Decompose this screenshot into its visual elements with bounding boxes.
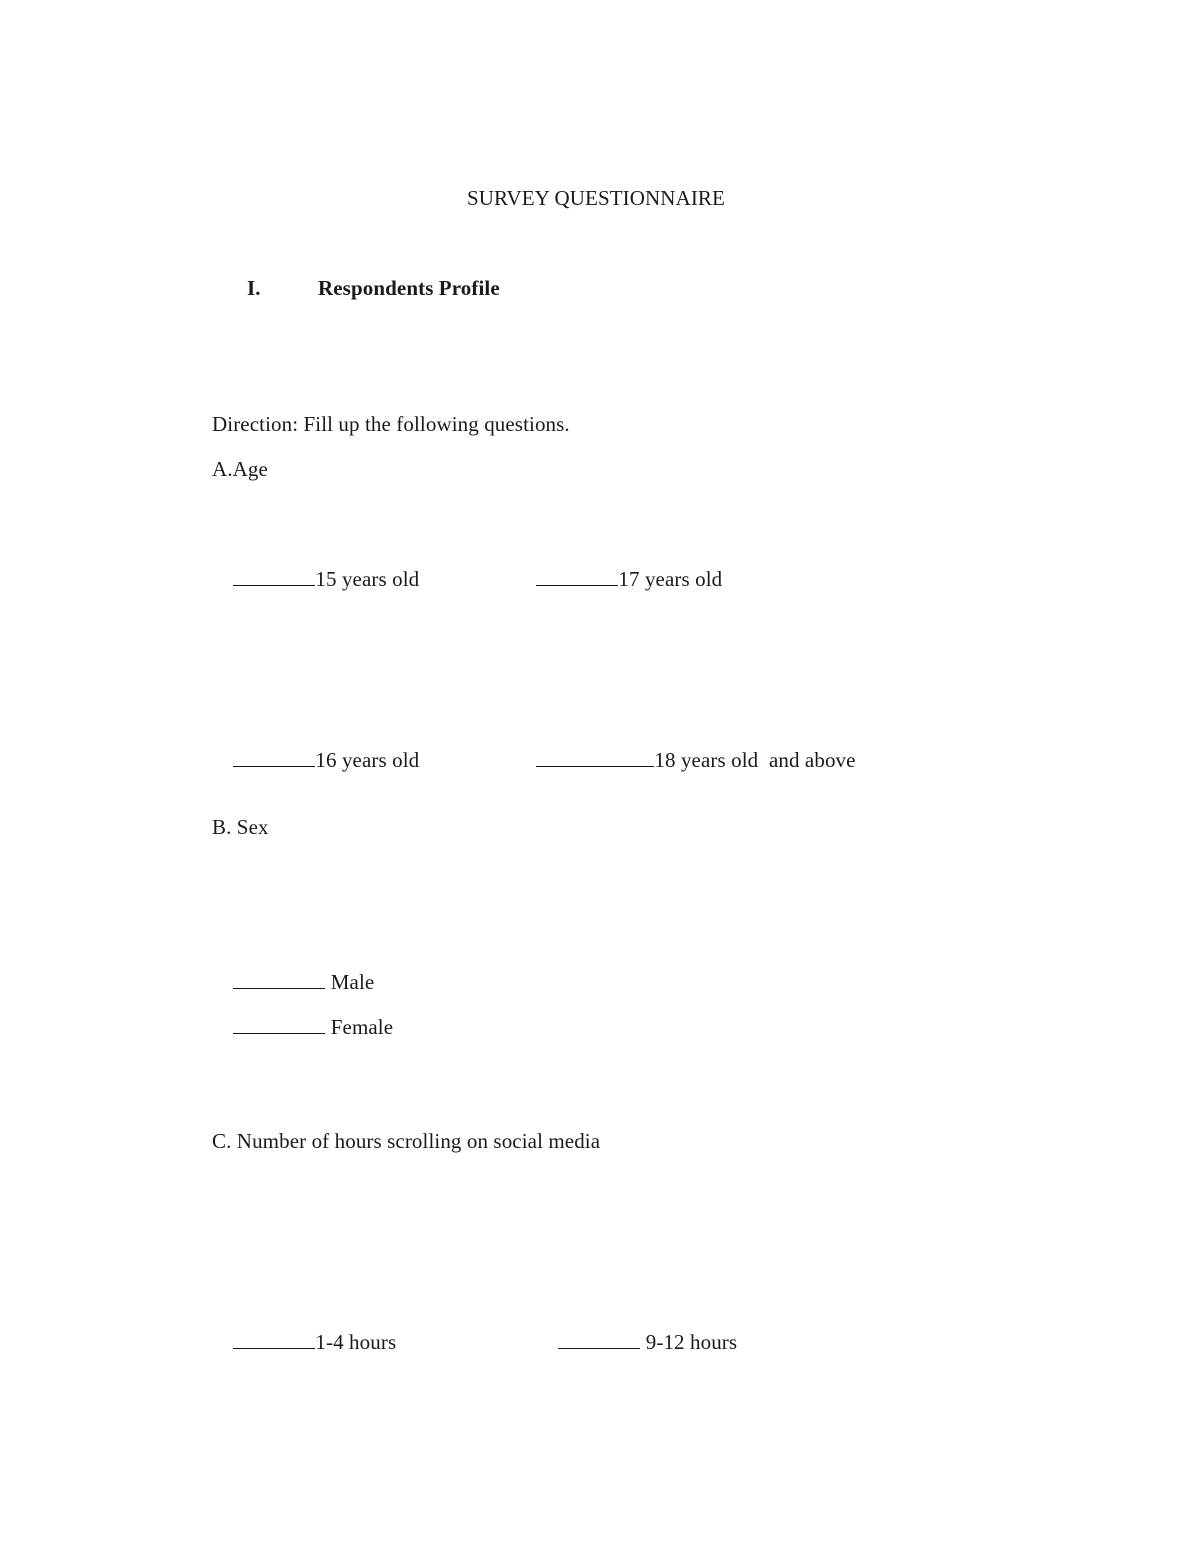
option-label: 15 years old (315, 567, 420, 591)
option-label: Female (325, 1015, 394, 1039)
question-sex-label: B. Sex (212, 815, 269, 839)
answer-blank[interactable] (233, 1332, 315, 1349)
answer-blank[interactable] (536, 750, 654, 767)
option-label: 1-4 hours (315, 1330, 397, 1354)
option-label: Male (325, 970, 375, 994)
page-title: SURVEY QUESTIONNAIRE (467, 186, 725, 210)
option-label: 17 years old (618, 567, 723, 591)
option-label: 9-12 hours (640, 1330, 738, 1354)
direction-text: Direction: Fill up the following questions. (212, 412, 570, 436)
answer-blank[interactable] (233, 972, 325, 989)
sex-option-female[interactable] (212, 996, 393, 1059)
option-label: 16 years old (315, 748, 420, 772)
answer-blank[interactable] (233, 750, 315, 767)
answer-blank[interactable] (536, 569, 618, 586)
age-option-18-above[interactable] (515, 729, 856, 792)
answer-blank[interactable] (233, 569, 315, 586)
age-option-16[interactable] (212, 729, 419, 792)
age-option-15[interactable] (212, 548, 419, 611)
age-option-17[interactable] (515, 548, 722, 611)
section-number: I. (247, 276, 261, 300)
section-title: Respondents Profile (318, 276, 500, 300)
answer-blank[interactable] (233, 1017, 325, 1034)
answer-blank[interactable] (558, 1332, 640, 1349)
question-age-label: A.Age (212, 457, 268, 481)
question-hours-label: C. Number of hours scrolling on social media (212, 1129, 601, 1153)
option-label: 18 years old and above (654, 748, 856, 772)
hours-option-9-12[interactable] (537, 1311, 737, 1374)
hours-option-1-4[interactable] (212, 1311, 396, 1374)
